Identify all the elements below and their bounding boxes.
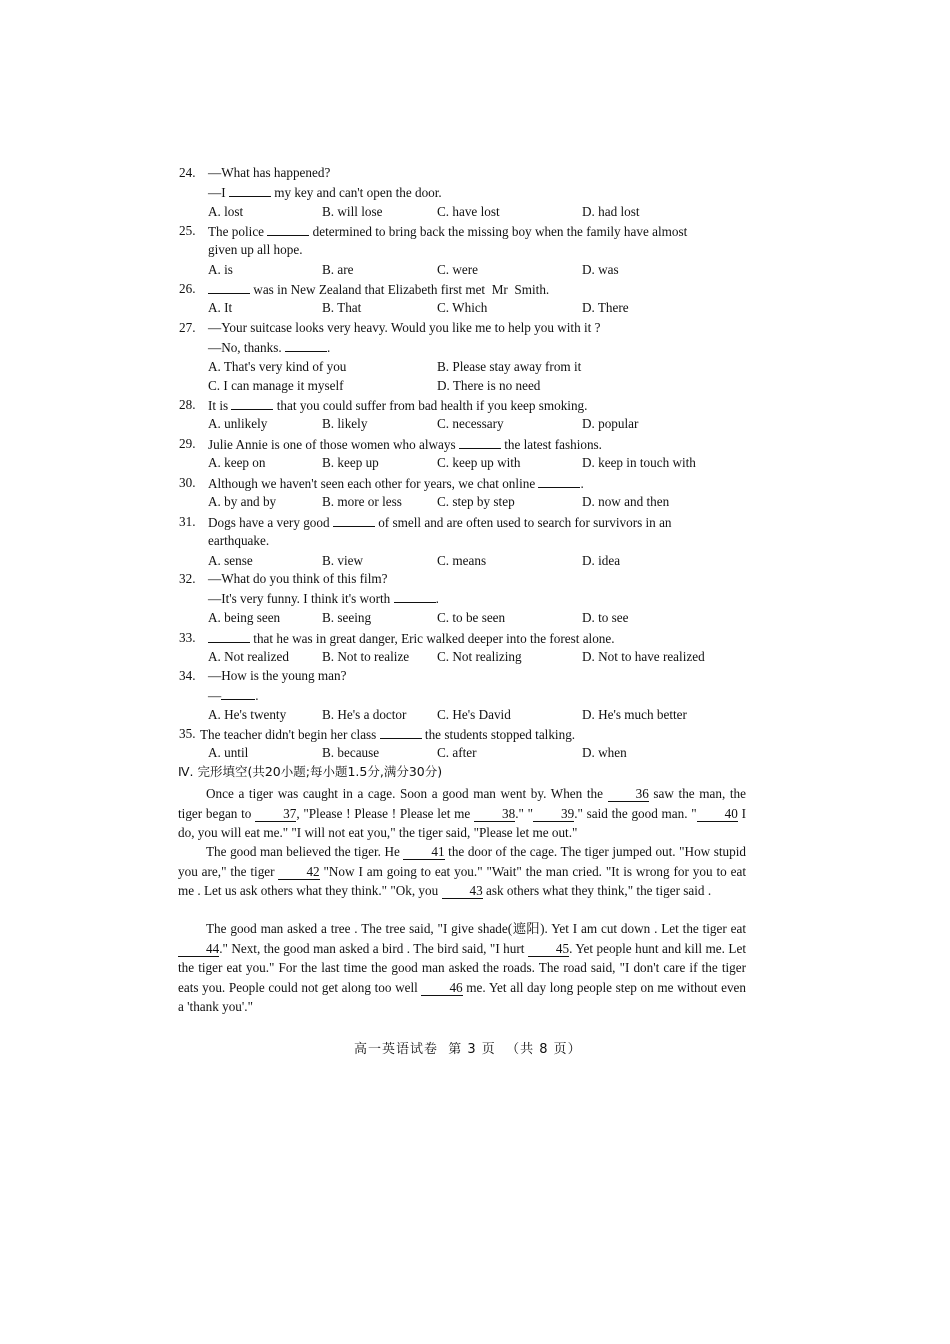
- answer-option: D. popular: [582, 416, 639, 432]
- question-text: [208, 630, 615, 647]
- question-text-segment: the latest fashions.: [500, 437, 602, 452]
- question-text-segment: was in New Zealand that Elizabeth first met Mr Smith.: [250, 282, 550, 297]
- question-text-segment: my key and can't open the door.: [270, 185, 442, 201]
- answer-option: A. unlikely: [208, 416, 268, 432]
- question-text: [200, 726, 575, 743]
- question-number: 35.: [179, 726, 196, 741]
- question-text: [208, 165, 330, 181]
- question-text-segment: that you could suffer from bad health if you keep smoking.: [273, 398, 588, 413]
- question-text-segment: given up all hope.: [208, 242, 303, 258]
- answer-blank: [285, 339, 327, 352]
- answer-option: A. That's very kind of you: [208, 358, 347, 374]
- question-text-segment: —How is the young man?: [208, 668, 347, 683]
- question-text-segment: The police: [208, 224, 268, 239]
- question-text-segment: The teacher didn't begin her class: [200, 727, 380, 742]
- question-text: [208, 397, 587, 414]
- passage-text: ." ": [515, 805, 534, 821]
- answer-blank: [221, 687, 255, 700]
- answer-option: D. idea: [582, 552, 621, 568]
- answer-option: B. He's a doctor: [322, 706, 407, 722]
- passage-paragraph: [178, 784, 746, 843]
- question-text-segment: —I: [208, 185, 229, 201]
- answer-option: A. sense: [208, 552, 253, 568]
- passage-text: the door of the cage. The tiger jumped out. "How stupid you are," the tiger: [178, 844, 746, 879]
- answer-option: A. is: [208, 261, 233, 277]
- answer-option: D. Not to have realized: [582, 649, 705, 665]
- question-number: 25.: [179, 223, 196, 238]
- answer-blank: [538, 475, 580, 488]
- answer-option: D. had lost: [582, 203, 640, 219]
- question-number: 28.: [179, 397, 196, 412]
- cloze-blank-number: 40: [697, 807, 738, 822]
- question-number: 33.: [179, 630, 196, 645]
- question-number: 27.: [179, 320, 196, 335]
- answer-blank: [231, 397, 273, 410]
- passage-text: The good man asked a tree . The tree said, "I give shade(遮阳). Yet I am cut down . Let the tiger eat: [206, 921, 746, 936]
- question-text-segment: —It's very funny. I think it's worth: [208, 591, 394, 607]
- answer-option: B. view: [322, 552, 364, 568]
- question-number: 26.: [179, 281, 196, 296]
- answer-option: B. That: [322, 300, 362, 316]
- answer-option: C. Which: [437, 300, 488, 316]
- page-footer: 高一英语试卷 第 3 页 （共 8 页）: [354, 1042, 582, 1057]
- answer-blank: [333, 514, 375, 527]
- answer-option: D. keep in touch with: [582, 455, 696, 471]
- question-text-segment: Dogs have a very good: [208, 515, 333, 530]
- question-text: [208, 475, 584, 492]
- passage-text: I do, you will eat me." "I will not eat you," the tiger said, "Please let me out.": [178, 805, 746, 840]
- answer-option: C. were: [437, 261, 479, 277]
- question-text: [208, 184, 442, 201]
- question-text-segment: that he was in great danger, Eric walked deeper into the forest alone.: [250, 631, 615, 646]
- answer-option: B. seeing: [322, 609, 372, 625]
- answer-option: D. when: [582, 745, 627, 761]
- question-text: [208, 320, 600, 336]
- answer-blank: [459, 436, 501, 449]
- passage-paragraph: [178, 919, 746, 1017]
- cloze-blank-number: 45: [528, 942, 569, 957]
- cloze-blank-number: 36: [608, 787, 649, 802]
- question-text: [208, 223, 687, 240]
- answer-option: A. Not realized: [208, 649, 289, 665]
- passage-text: The good man believed the tiger. He: [206, 844, 404, 859]
- answer-blank: [380, 726, 422, 739]
- passage-text: ." Next, the good man asked a bird . The bird said, "I hurt: [219, 940, 528, 956]
- question-text: [208, 668, 346, 684]
- question-number: 31.: [179, 514, 196, 529]
- answer-blank: [394, 590, 436, 603]
- answer-option: D. He's much better: [582, 706, 687, 722]
- answer-blank: [229, 184, 271, 197]
- question-text-segment: .: [435, 591, 439, 607]
- cloze-blank-number: 42: [278, 865, 319, 880]
- cloze-blank-number: 43: [442, 884, 483, 899]
- question-text-segment: .: [255, 688, 259, 704]
- answer-option: A. It: [208, 300, 233, 316]
- question-text: [208, 571, 387, 587]
- passage-text: , "Please ! Please ! Please let me: [296, 805, 475, 821]
- passage-paragraph: [178, 842, 746, 901]
- answer-option: C. He's David: [437, 706, 511, 722]
- question-text-segment: determined to bring back the missing boy when the family have almost: [309, 224, 688, 239]
- answer-option: C. Not realizing: [437, 649, 522, 665]
- answer-option: A. being seen: [208, 609, 281, 625]
- section-heading: Ⅳ. 完形填空(共20小题;每小题1.5分,满分30分): [178, 764, 443, 779]
- question-text-segment: of smell and are often used to search for survivors in an: [374, 515, 672, 530]
- cloze-blank-number: 37: [255, 807, 296, 822]
- question-text-segment: —What has happened?: [208, 165, 331, 180]
- question-number: 30.: [179, 475, 196, 490]
- question-number: 24.: [179, 165, 196, 180]
- answer-option: B. will lose: [322, 203, 383, 219]
- answer-option: D. There is no need: [437, 378, 541, 394]
- answer-option: A. until: [208, 745, 249, 761]
- cloze-blank-number: 41: [403, 845, 444, 860]
- answer-option: B. Please stay away from it: [437, 358, 582, 374]
- question-text: [208, 339, 330, 356]
- question-text: [208, 590, 439, 607]
- answer-blank: [208, 281, 250, 294]
- answer-option: D. There: [582, 300, 629, 316]
- question-text-segment: the students stopped talking.: [421, 727, 576, 742]
- answer-option: C. step by step: [437, 494, 515, 510]
- passage-text: ." said the good man. ": [574, 805, 697, 821]
- question-text: [208, 242, 303, 258]
- passage-text: me. Yet all day long people step on me without even a 'thank you'.": [178, 979, 746, 1014]
- question-text: [208, 533, 269, 549]
- answer-option: D. now and then: [582, 494, 670, 510]
- cloze-blank-number: 46: [421, 981, 462, 996]
- answer-option: B. more or less: [322, 494, 402, 510]
- answer-option: A. lost: [208, 203, 244, 219]
- answer-option: C. necessary: [437, 416, 504, 432]
- question-text-segment: .: [580, 476, 584, 491]
- question-text: [208, 436, 602, 453]
- cloze-blank-number: 44: [178, 942, 219, 957]
- passage-text: "Now I am going to eat you." "Wait" the man cried. "It is wrong for you to eat me . Let us ask others what they think." "Ok, you: [178, 863, 746, 898]
- question-text: [208, 281, 549, 298]
- answer-option: C. means: [437, 552, 487, 568]
- answer-option: C. keep up with: [437, 455, 521, 471]
- question-text-segment: —Your suitcase looks very heavy. Would you like me to help you with it ?: [208, 320, 601, 335]
- answer-option: B. keep up: [322, 455, 379, 471]
- answer-option: B. Not to realize: [322, 649, 410, 665]
- question-text-segment: .: [326, 340, 331, 356]
- question-text: [208, 514, 672, 531]
- question-text-segment: —No, thanks.: [208, 340, 285, 356]
- answer-blank: [267, 223, 309, 236]
- answer-option: B. likely: [322, 416, 368, 432]
- answer-option: D. to see: [582, 609, 629, 625]
- question-text-segment: Although we haven't seen each other for years, we chat online: [208, 476, 539, 491]
- passage-text: Once a tiger was caught in a cage. Soon a good man went by. When the: [206, 786, 608, 801]
- answer-option: B. because: [322, 745, 380, 761]
- answer-option: A. by and by: [208, 494, 277, 510]
- question-text-segment: —: [208, 688, 222, 704]
- answer-option: D. was: [582, 261, 619, 277]
- question-text: [208, 687, 258, 704]
- answer-option: C. to be seen: [437, 609, 506, 625]
- answer-option: B. are: [322, 261, 354, 277]
- passage-text: . Yet people hunt and kill me. Let the tiger eat you." For the last time the good man asked the roads. The road said, "I don't care if the tiger eats you. People could not get along too well: [178, 940, 746, 995]
- passage-text: saw the man, the tiger began to: [178, 786, 746, 821]
- cloze-blank-number: 38: [474, 807, 515, 822]
- answer-option: C. after: [437, 745, 477, 761]
- answer-option: A. He's twenty: [208, 706, 287, 722]
- answer-option: C. have lost: [437, 203, 500, 219]
- question-text-segment: It is: [208, 398, 232, 413]
- question-number: 32.: [179, 571, 196, 586]
- question-number: 29.: [179, 436, 196, 451]
- answer-option: C. I can manage it myself: [208, 378, 344, 394]
- question-text-segment: Julie Annie is one of those women who always: [208, 437, 459, 452]
- cloze-blank-number: 39: [533, 807, 574, 822]
- question-number: 34.: [179, 668, 196, 683]
- answer-option: A. keep on: [208, 455, 266, 471]
- question-text-segment: —What do you think of this film?: [208, 571, 388, 586]
- question-text-segment: earthquake.: [208, 533, 270, 549]
- passage-text: ask others what they think," the tiger said .: [482, 883, 712, 898]
- answer-blank: [208, 630, 250, 643]
